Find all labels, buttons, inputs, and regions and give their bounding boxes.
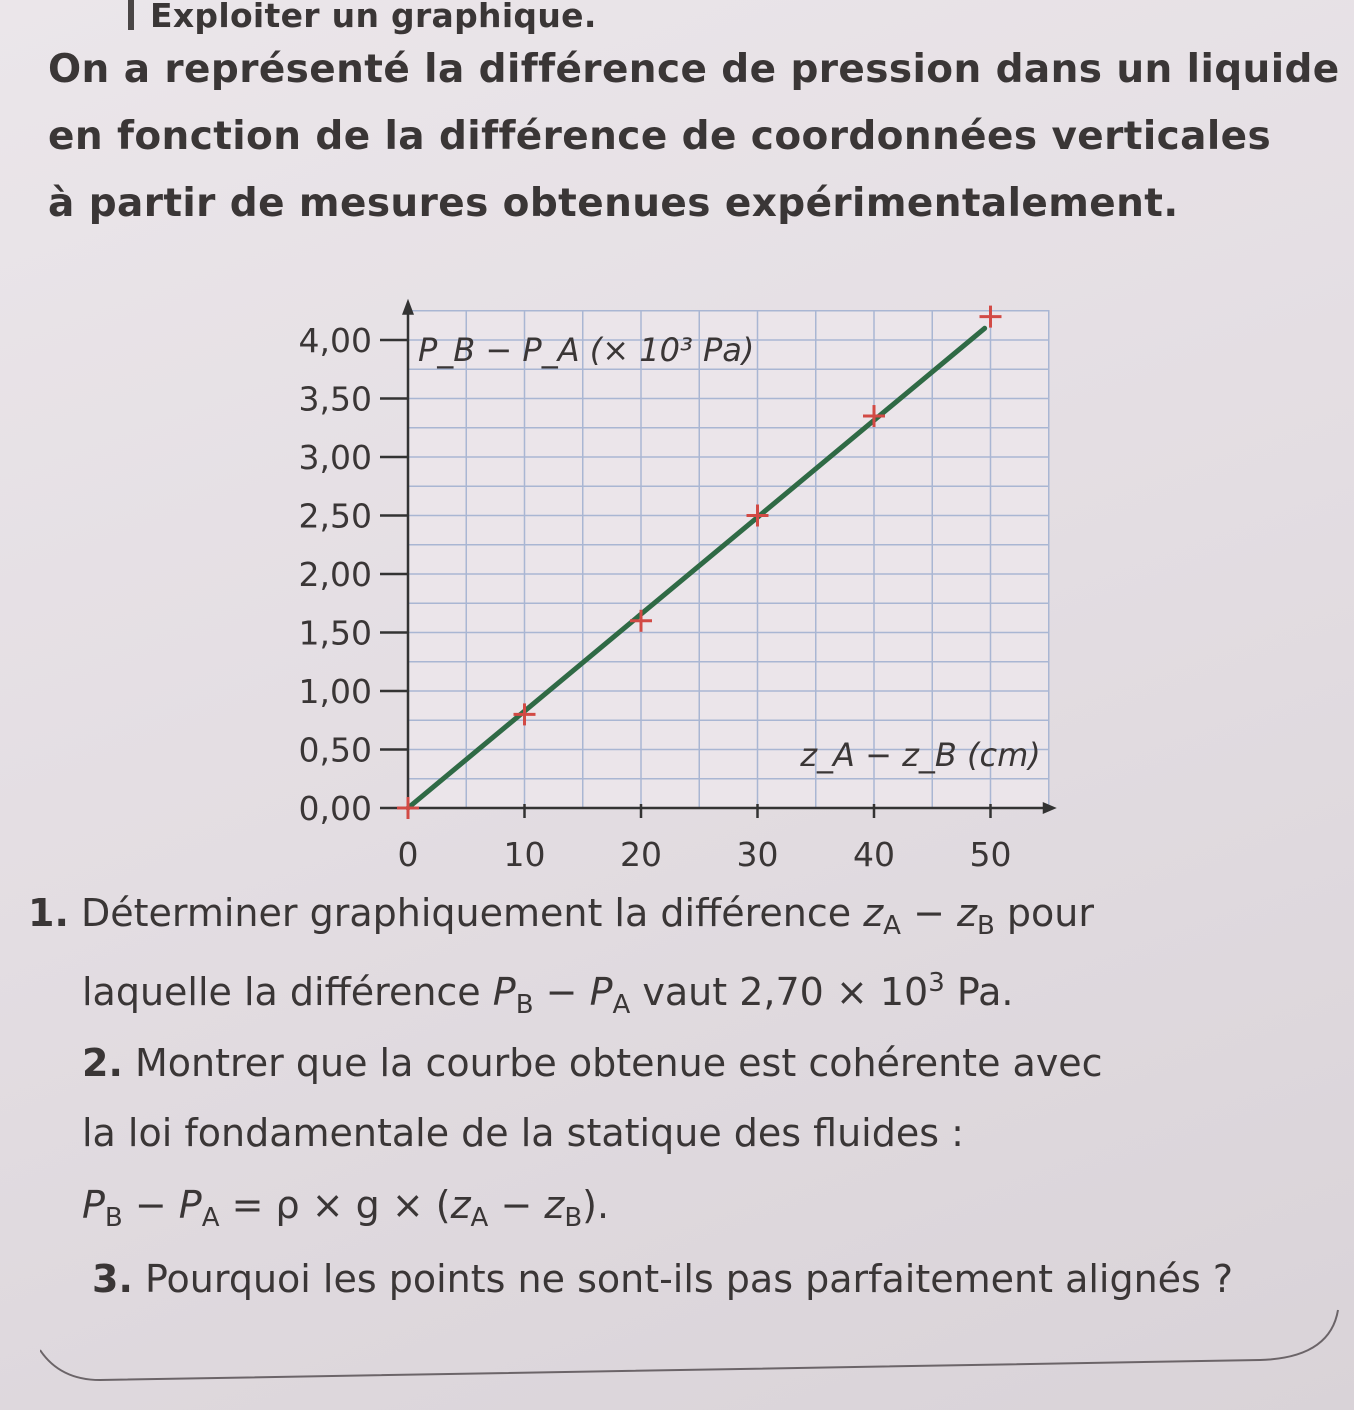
x-tick-label: 20 bbox=[620, 835, 662, 874]
x-tick-label: 10 bbox=[503, 835, 546, 874]
intro-line-3: à partir de mesures obtenues expérimentalement. bbox=[48, 181, 1179, 226]
question-2-line-1 bbox=[82, 1030, 1103, 1096]
x-tick-label: 50 bbox=[969, 835, 1012, 874]
y-tick-label: 3,50 bbox=[298, 379, 372, 419]
x-tick-label: 0 bbox=[397, 835, 419, 874]
intro-line-2: en fonction de la différence de coordonnées verticales bbox=[48, 114, 1272, 159]
question-2-formula: $P_B - P_A = \rho \times g \times (z_A - z_B)$. bbox=[82, 1183, 610, 1233]
question-2-line-2: la loi fondamentale de la statique des fluides : bbox=[82, 1111, 964, 1155]
question-1-line-2 bbox=[82, 950, 1013, 1038]
box-border bbox=[40, 1300, 1340, 1390]
intro-line-1: On a représenté la différence de pression dans un liquide bbox=[48, 47, 1340, 92]
pressure-chart bbox=[0, 240, 1354, 880]
question-3-text: Pourquoi les points ne sont-ils pas parfaitement alignés ? bbox=[144, 1257, 1234, 1301]
x-axis-arrow bbox=[1043, 802, 1057, 814]
question-1-text-end: pour bbox=[1006, 891, 1094, 935]
x-tick-label: 40 bbox=[853, 835, 895, 874]
question-1-line2-text: laquelle la différence bbox=[82, 970, 481, 1014]
y-tick-label: 1,50 bbox=[298, 613, 372, 653]
plot-area bbox=[408, 311, 1049, 808]
y-axis-arrow bbox=[402, 299, 414, 315]
question-1-z-diff: $z_A - z_B$ bbox=[863, 891, 995, 941]
y-tick-label: 2,50 bbox=[298, 496, 372, 536]
question-3-number: 3. bbox=[92, 1257, 133, 1301]
y-tick-label: 1,00 bbox=[298, 672, 372, 711]
y-axis-label: P_B − P_A (× 10³ Pa) bbox=[418, 330, 755, 369]
y-tick-label: 3,00 bbox=[298, 438, 372, 477]
question-1-number: 1. bbox=[28, 891, 69, 935]
question-2-number: 2. bbox=[82, 1041, 123, 1085]
title-marker bbox=[128, 0, 134, 30]
question-1-vaut: vaut bbox=[642, 970, 728, 1014]
x-axis-label: z_A − z_B (cm) bbox=[800, 736, 1041, 774]
exercise-title: Exploiter un graphique. bbox=[150, 0, 597, 35]
question-1-value: $2,70 \times 10^3$ Pa. bbox=[739, 968, 1014, 1014]
question-2-text: Montrer que la courbe obtenue est cohérente avec bbox=[134, 1041, 1103, 1085]
y-tick-label: 0,50 bbox=[298, 730, 372, 770]
y-tick-label: 4,00 bbox=[298, 321, 372, 360]
question-1-p-diff: $P_B - P_A$ bbox=[492, 970, 631, 1020]
y-tick-label: 2,00 bbox=[298, 555, 372, 594]
question-1-text: Déterminer graphiquement la différence bbox=[80, 891, 852, 935]
x-tick-label: 30 bbox=[736, 835, 779, 874]
intro-paragraph bbox=[48, 36, 1340, 237]
question-1-line-1 bbox=[28, 880, 1094, 959]
y-tick-label: 0,00 bbox=[298, 789, 372, 828]
